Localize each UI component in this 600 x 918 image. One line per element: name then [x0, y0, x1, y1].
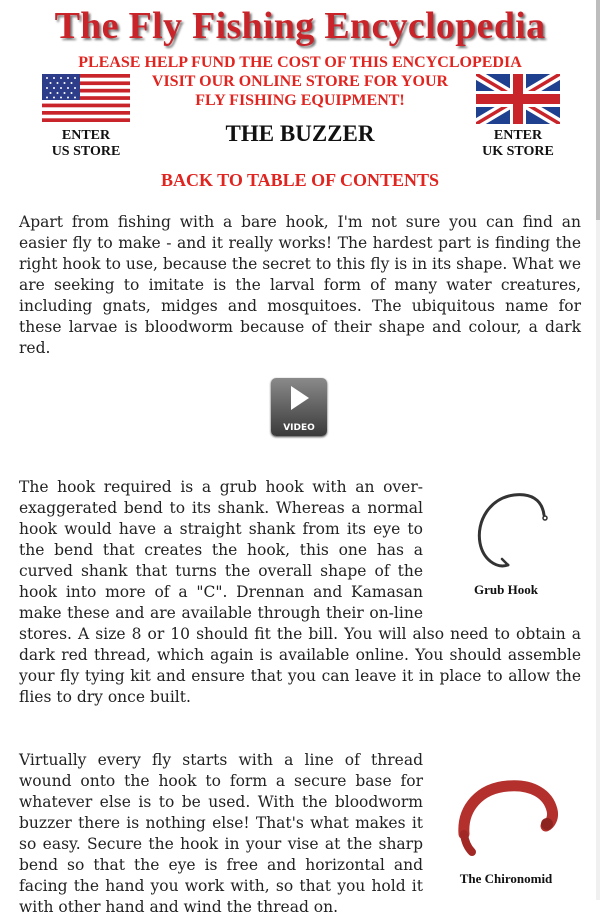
- grub-hook-image: [446, 481, 566, 573]
- grub-hook-caption: Grub Hook: [474, 582, 538, 597]
- us-flag-icon[interactable]: [42, 74, 130, 122]
- chironomid-caption: The Chironomid: [459, 871, 553, 886]
- chironomid-figure: [431, 772, 581, 889]
- page-title: THE BUZZER: [225, 121, 375, 146]
- intro-paragraph: Apart from fishing with a bare hook, I'm not sure you can find an easier fly to make - and it really works! The hardest part is finding the right hook to use, because the secret to this fly is in its shape. What we are seeking to imitate is the larval form of many water creatures, including gnats, midges and mosquitoes. The ubiquitous name for these larvae is bloodworm because of their shape and colour, a dark red.: [19, 213, 581, 357]
- fund-appeal-line-1: PLEASE HELP FUND THE COST OF THIS ENCYCLOPEDIA: [78, 54, 522, 71]
- scrollbar-thumb[interactable]: [596, 0, 600, 220]
- back-to-contents-link[interactable]: BACK TO TABLE OF CONTENTS: [160, 170, 440, 190]
- thread-paragraph: Virtually every fly starts with a line of thread wound onto the hook to form a secure base for whatever else is to be used. With the bloodworm buzzer there is nothing else! That's what makes it so easy. Secure the hook in your vise at the sharp bend so that the eye is free and horizontal and facing the hand you work with, so that you hold it with other hand and wind the thread on.: [19, 751, 423, 916]
- scrollbar[interactable]: [596, 0, 600, 900]
- fund-appeal-line-3[interactable]: FLY FISHING EQUIPMENT!: [195, 92, 405, 109]
- uk-store-line-1[interactable]: ENTER: [493, 128, 543, 143]
- us-store-line-1[interactable]: ENTER: [61, 128, 111, 143]
- chironomid-image: [446, 772, 566, 862]
- grub-hook-figure: [431, 481, 581, 600]
- fund-appeal-line-2[interactable]: VISIT OUR ONLINE STORE FOR YOUR: [151, 73, 449, 90]
- uk-store-line-2[interactable]: UK STORE: [482, 144, 554, 159]
- video-label[interactable]: VIDEO: [283, 423, 315, 433]
- thread-section: [19, 750, 581, 918]
- uk-flag-icon[interactable]: [476, 74, 560, 124]
- site-title: The Fly Fishing Encyclopedia: [54, 5, 546, 47]
- hook-paragraph: The hook required is a grub hook with an over-exaggerated bend to its shank. Whereas a normal hook would have a straight shank from its eye to the bend that creates the hook, this one has a curved shank that turns the overall shape of the hook into more of a "C". Drennan and Kamasan make these and are available through their on-line stores. A size 8 or 10 should fit the bill. You will also need to obtain a dark red thread, which again is available online. You should assemble your fly tying kit and ensure that you can leave it in place to allow the flies to dry once built.: [19, 478, 581, 706]
- hook-section: [19, 477, 581, 708]
- us-store-line-2[interactable]: US STORE: [51, 144, 121, 159]
- play-icon[interactable]: [271, 378, 327, 422]
- video-button[interactable]: [271, 378, 327, 436]
